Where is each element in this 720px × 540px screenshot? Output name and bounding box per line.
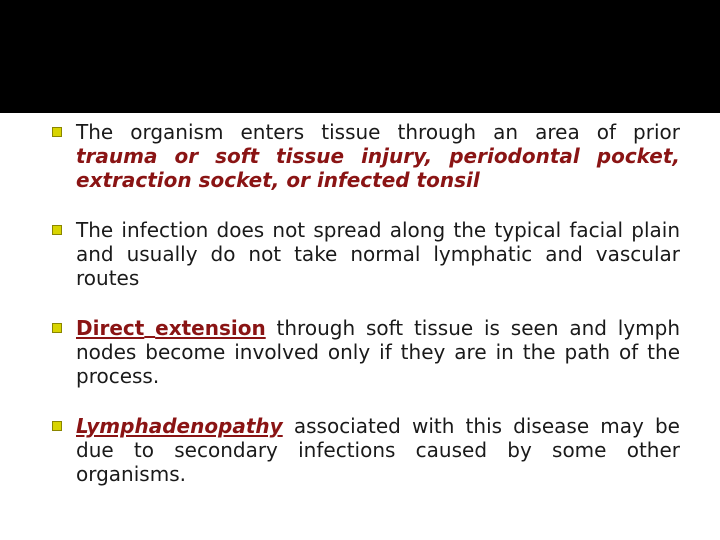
square-bullet-icon — [52, 323, 62, 333]
bullet-item-lymphadenopathy — [52, 414, 680, 486]
square-bullet-icon — [52, 225, 62, 235]
bullet-text: The organism enters tissue through an area of prior — [76, 120, 680, 144]
square-bullet-icon — [52, 421, 62, 431]
bullet-emphasis: trauma or soft tissue injury, periodontal pocket, extraction socket, or infected tonsil — [76, 144, 680, 192]
bullet-text: associated with this disease may be due to secondary infections caused by some other organisms. — [76, 414, 680, 486]
bullet-item-extension — [52, 316, 680, 388]
bullet-term-extension: extension — [155, 316, 266, 340]
bullet-term-lymphadenopathy: Lymphadenopathy — [76, 414, 283, 438]
bullet-item-entry — [52, 120, 680, 192]
title-band — [0, 0, 720, 113]
bullet-list — [52, 120, 680, 486]
bullet-text: through soft tissue is seen and lymph nodes become involved only if they are in the path of the process. — [76, 316, 681, 388]
square-bullet-icon — [52, 127, 62, 137]
bullet-item-spread — [52, 218, 680, 290]
bullet-term-direct: Direct — [76, 316, 145, 340]
bullet-text: The infection does not spread along the typical facial plain and usually do not take normal lymphatic and vascular routes — [76, 218, 680, 290]
